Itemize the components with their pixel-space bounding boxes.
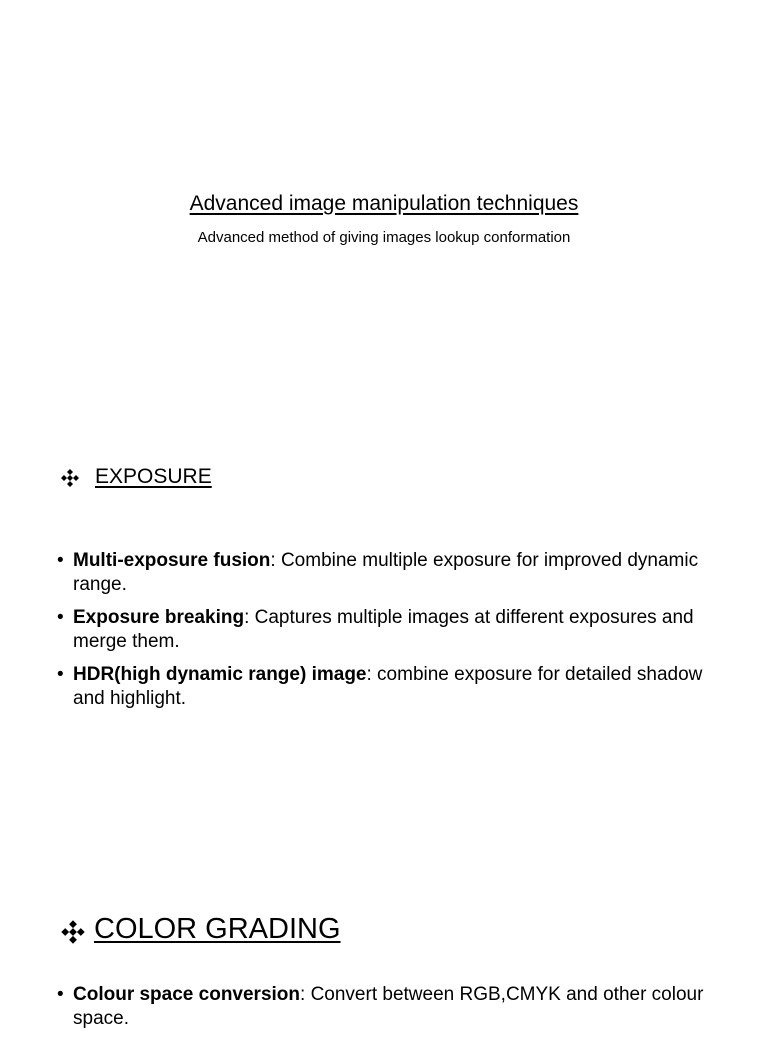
page-title: Advanced image manipulation techniques xyxy=(189,192,579,215)
four-diamond-icon xyxy=(60,916,86,942)
color-grading-bullet-list xyxy=(57,983,717,1040)
page-subtitle: Advanced method of giving images lookup conformation xyxy=(197,229,571,246)
list-item-term: Multi-exposure fusion xyxy=(73,550,271,571)
bullet-icon: • xyxy=(57,664,64,685)
list-item-text: : combine exposure for detailed shadow and highlight. xyxy=(73,664,703,709)
list-item-term: Exposure breaking xyxy=(73,607,245,628)
bullet-icon: • xyxy=(57,607,64,628)
section-heading-text: EXPOSURE xyxy=(95,465,212,488)
bullet-icon: • xyxy=(57,984,64,1005)
list-item-text: : Captures multiple images at different exposures and merge them. xyxy=(73,607,694,652)
list-item-text: : Combine multiple exposure for improved dynamic range. xyxy=(73,550,699,595)
four-diamond-icon xyxy=(60,467,80,487)
section-heading-color-grading xyxy=(60,909,341,949)
list-item xyxy=(57,549,717,597)
list-item-term: HDR(high dynamic range) image xyxy=(73,664,367,685)
list-item-text: : Convert between RGB,CMYK and other colour space. xyxy=(73,984,704,1029)
list-item xyxy=(57,606,717,654)
list-item xyxy=(57,663,717,711)
exposure-bullet-list xyxy=(57,549,717,720)
bullet-icon: • xyxy=(57,550,64,571)
section-heading-text: COLOR GRADING xyxy=(94,913,341,945)
list-item-term: Colour space conversion xyxy=(73,984,301,1005)
section-heading-exposure xyxy=(60,462,212,492)
